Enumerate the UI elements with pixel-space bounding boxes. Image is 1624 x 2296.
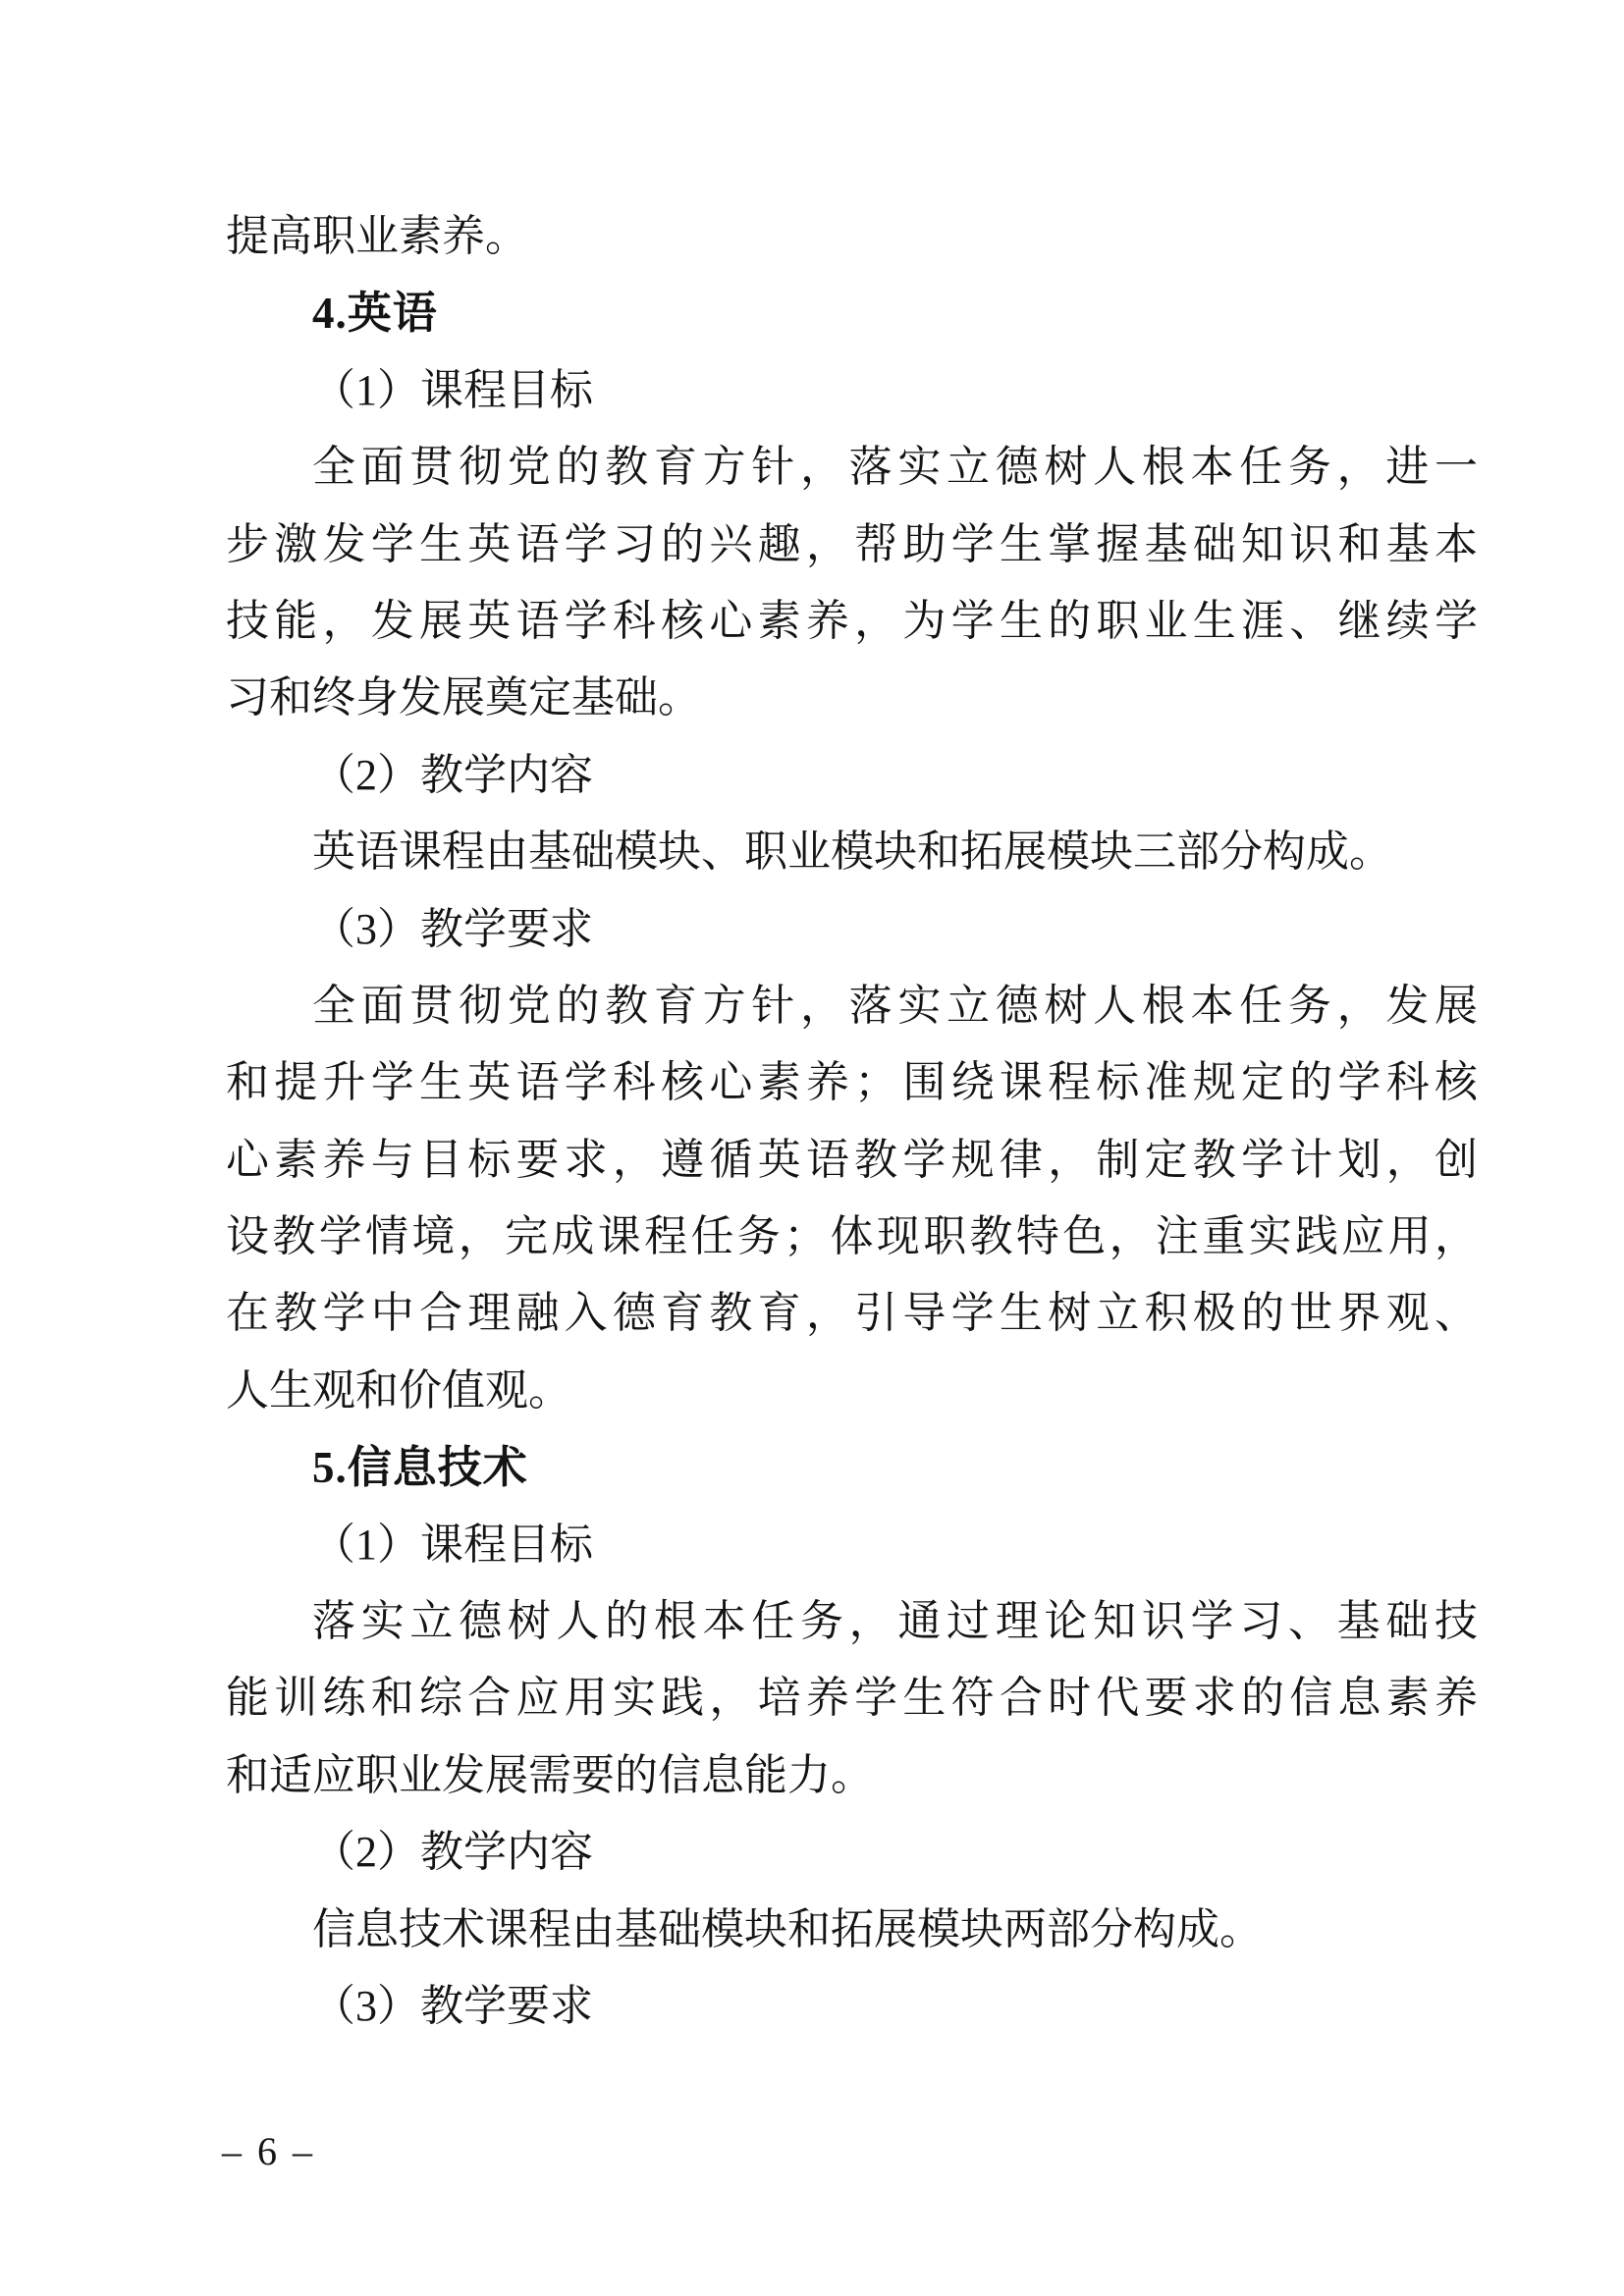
heading-line: 4.英语 xyxy=(312,289,438,339)
body-line: 提高职业素养。 xyxy=(226,212,528,260)
body-line: 和提升学生英语学科核心素养；围绕课程标准规定的学科核 xyxy=(226,1058,1478,1107)
paragraph-subheading xyxy=(226,1968,1478,2045)
heading-line: 5.信息技术 xyxy=(312,1443,528,1493)
body-line: 心素养与目标要求，遵循英语教学规律，制定教学计划，创 xyxy=(226,1135,1478,1184)
subheading-line: （2）教学内容 xyxy=(312,1828,593,1877)
paragraph-heading xyxy=(226,1429,1478,1506)
body-line: 能训练和综合应用实践，培养学生符合时代要求的信息素养 xyxy=(226,1674,1478,1723)
body-line: 步激发学生英语学习的兴趣，帮助学生掌握基础知识和基本 xyxy=(226,519,1478,568)
body-line: 信息技术课程由基础模块和拓展模块两部分构成。 xyxy=(312,1904,1263,1953)
paragraph-body xyxy=(226,429,1478,737)
text-content xyxy=(226,198,1478,2045)
subheading-line: （1）课程目标 xyxy=(312,1520,593,1569)
subheading-line: （2）教学内容 xyxy=(312,750,593,799)
paragraph-body xyxy=(226,1583,1478,1814)
paragraph-body xyxy=(226,198,1478,275)
body-line: 习和终身发展奠定基础。 xyxy=(226,673,701,722)
body-line: 落实立德树人的根本任务，通过理论知识学习、基础技 xyxy=(312,1597,1478,1646)
subheading-line: （3）教学要求 xyxy=(312,904,593,953)
paragraph-subheading xyxy=(226,891,1478,968)
subheading-line: （1）课程目标 xyxy=(312,365,593,414)
body-line: 全面贯彻党的教育方针，落实立德树人根本任务，进一 xyxy=(312,443,1478,492)
paragraph-subheading xyxy=(226,1814,1478,1891)
body-line: 人生观和价值观。 xyxy=(226,1365,571,1415)
paragraph-body xyxy=(226,968,1478,1429)
paragraph-subheading xyxy=(226,1507,1478,1583)
body-line: 技能，发展英语学科核心素养，为学生的职业生涯、继续学 xyxy=(226,596,1478,645)
body-line: 设教学情境，完成课程任务；体现职教特色，注重实践应用， xyxy=(226,1212,1478,1261)
body-line: 全面贯彻党的教育方针，落实立德树人根本任务，发展 xyxy=(312,981,1478,1030)
body-line: 英语课程由基础模块、职业模块和拓展模块三部分构成。 xyxy=(312,828,1392,877)
paragraph-heading xyxy=(226,275,1478,351)
paragraph-body xyxy=(226,814,1478,890)
paragraph-body xyxy=(226,1892,1478,1968)
body-line: 和适应职业发展需要的信息能力。 xyxy=(226,1750,874,1799)
page-number: – 6 – xyxy=(222,2129,315,2173)
body-line: 在教学中合理融入德育教育，引导学生树立积极的世界观、 xyxy=(226,1289,1478,1338)
subheading-line: （3）教学要求 xyxy=(312,1981,593,2030)
paragraph-subheading xyxy=(226,737,1478,814)
paragraph-subheading xyxy=(226,352,1478,429)
